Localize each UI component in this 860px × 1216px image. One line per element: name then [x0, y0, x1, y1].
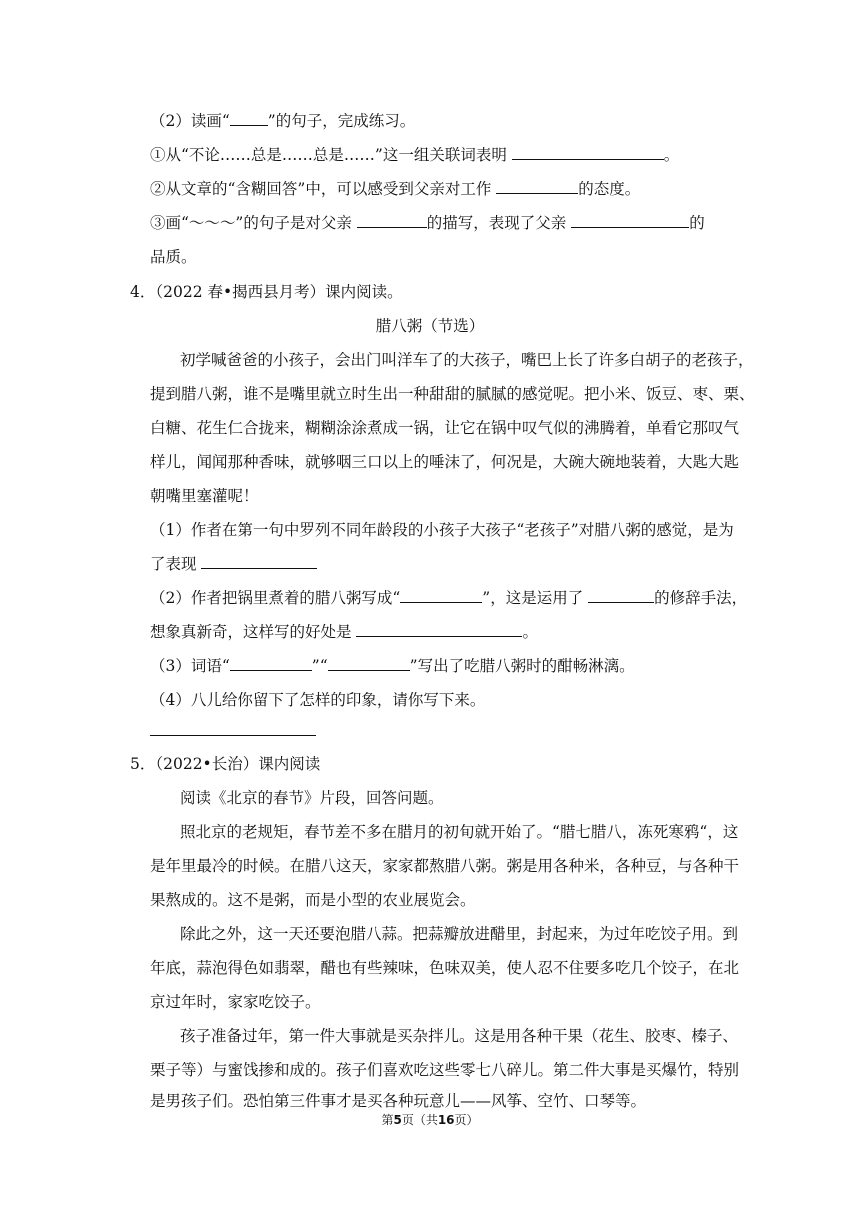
answer-blank [571, 212, 689, 228]
page-number: 5 [393, 1113, 402, 1127]
passage-line: 是男孩子们。恐怕第三件事才是买各种玩意儿——风筝、空竹、口琴等。 [150, 1092, 647, 1110]
q4-1: （1）作者在第一句中罗列不同年龄段的小孩子大孩子“老孩子”对腊八粥的感觉，是为 [150, 521, 734, 539]
q5-intro: 阅读《北京的春节》片段，回答问题。 [180, 789, 444, 807]
question-4-heading: 4．（2022 春•揭西县月考）课内阅读。 [130, 283, 403, 301]
page-total: 16 [437, 1113, 455, 1127]
q4-1-cont: 了表现 [150, 553, 730, 575]
answer-blank [230, 655, 312, 671]
q3-2-3: ③画“～～～”的句子是对父亲 的描写，表现了父亲 的 [150, 214, 705, 232]
q4-3: （3）词语“ ”“ ”写出了吃腊八粥时的酣畅淋漓。 [150, 657, 635, 675]
passage-line: 是年里最冷的时候。在腊八这天，家家都熬腊八粥。粥是用各种米，各种豆，与各种干 [150, 857, 740, 875]
passage-line: 京过年时，家家吃饺子。 [150, 993, 321, 1011]
passage-title: 腊八粥（节选） [375, 317, 485, 335]
answer-blank [356, 621, 522, 637]
answer-blank [201, 553, 317, 569]
page-footer: 第5页（共16页） [381, 1113, 479, 1127]
passage-line: 果熬成的。这不是粥，而是小型的农业展览会。 [150, 891, 476, 909]
passage-line: 照北京的老规矩，春节差不多在腊月的初旬就开始了。“腊七腊八，冻死寒鸦“，这 [180, 823, 739, 841]
q3-2-prompt: （2）读画“ ”的句子，完成练习。 [150, 112, 416, 130]
passage-line: 样儿，闻闻那种香味，就够咽三口以上的唾沫了，何况是，大碗大碗地装着，大匙大匙 [150, 453, 740, 471]
passage-line: 孩子准备过年，第一件大事就是买杂拌儿。这是用各种干果（花生、胶枣、榛子、 [180, 1027, 739, 1045]
answer-blank [328, 655, 410, 671]
answer-blank [496, 178, 578, 194]
answer-blank [588, 587, 654, 603]
passage-line: 朝嘴里塞灌呢！ [150, 487, 259, 505]
q4-2-cont: 想象真新奇，这样写的好处是 。 [150, 623, 538, 641]
q3-2-3-cont: 品质。 [150, 248, 197, 266]
q3-2-1: ①从“不论……总是……总是……”这一组关联词表明 。 [150, 146, 680, 164]
passage-line: 年底，蒜泡得色如翡翠，醋也有些辣味，色味双美，使人忍不住要多吃几个饺子，在北 [150, 959, 740, 977]
answer-blank [512, 144, 664, 160]
answer-blank [400, 587, 482, 603]
passage-line: 栗子等）与蜜饯掺和成的。孩子们喜欢吃这些零七八碎儿。第二件大事是买爆竹，特别 [150, 1061, 740, 1079]
q3-2-2: ②从文章的“含糊回答”中，可以感受到父亲对工作 的态度。 [150, 180, 641, 198]
answer-blank [357, 212, 427, 228]
wavy-blank [230, 110, 268, 126]
answer-line [150, 735, 316, 736]
passage-line: 提到腊八粥，谁不是嘴里就立时生出一种甜甜的腻腻的感觉呢。把小米、饭豆、枣、栗、 [150, 385, 755, 403]
passage-line: 初学喊爸爸的小孩子，会出门叫洋车了的大孩子，嘴巴上长了许多白胡子的老孩子， [180, 351, 754, 369]
passage-line: 除此之外，这一天还要泡腊八蒜。把蒜瓣放进醋里，封起来，为过年吃饺子用。到 [180, 925, 739, 943]
question-5-heading: 5．（2022•长治）课内阅读 [130, 755, 321, 773]
q4-2: （2）作者把锅里煮着的腊八粥写成“ ”，这是运用了 的修辞手法， [150, 589, 748, 607]
passage-line: 白糖、花生仁合拢来，糊糊涂涂煮成一锅，让它在锅中叹气似的沸腾着，单看它那叹气 [150, 419, 740, 437]
q4-4: （4）八儿给你留下了怎样的印象，请你写下来。 [150, 691, 486, 709]
